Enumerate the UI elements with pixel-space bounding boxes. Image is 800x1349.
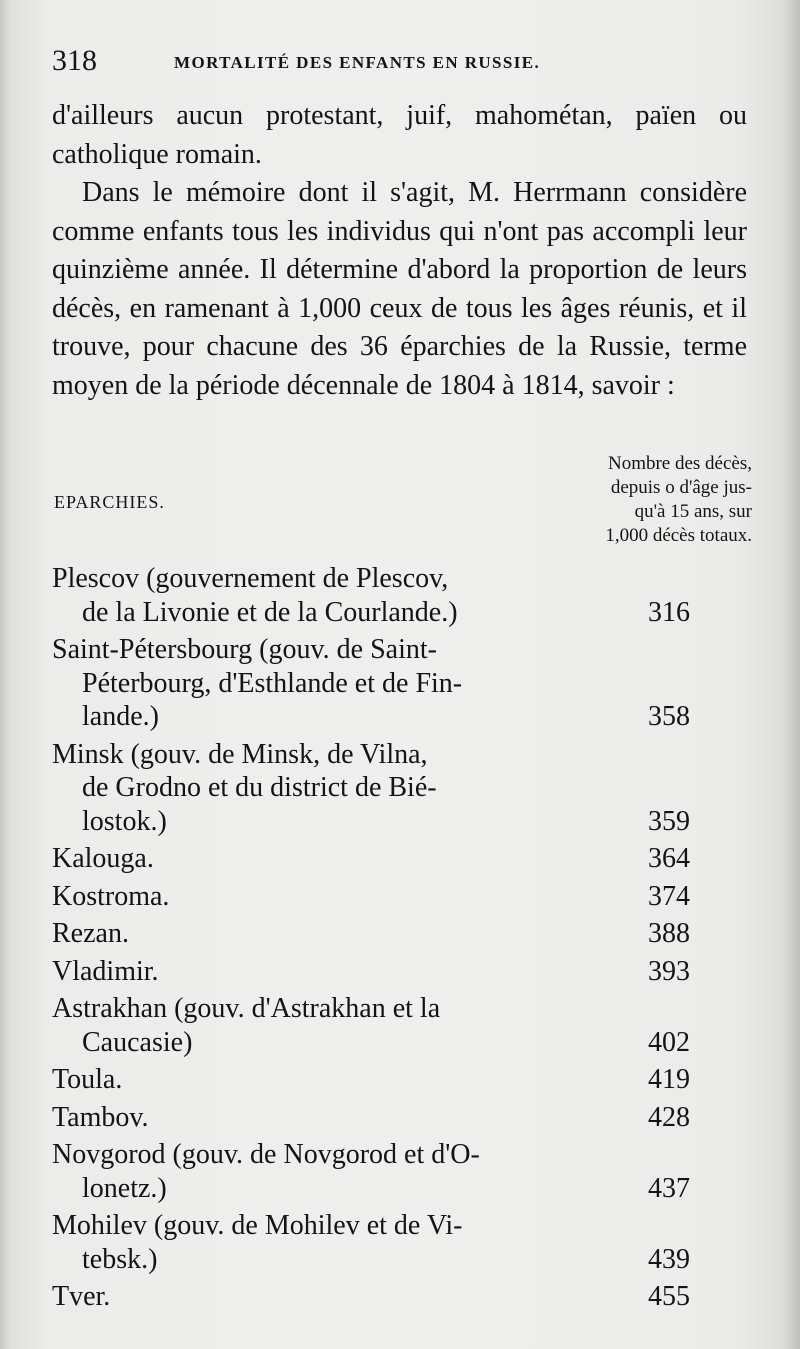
death-count: 439 xyxy=(648,1243,690,1275)
column-header-line: 1,000 décès totaux. xyxy=(605,525,752,546)
eparchy-name xyxy=(52,992,552,1059)
column-header-line: Nombre des décès, xyxy=(607,453,752,474)
death-count: 419 xyxy=(648,1064,690,1095)
name-line: Vladimir. xyxy=(52,955,159,987)
death-count: 316 xyxy=(648,596,690,628)
name-line: Saint-Pétersbourg (gouv. de Saint- xyxy=(52,634,437,665)
table-row xyxy=(52,1209,752,1276)
eparchy-table xyxy=(52,562,752,1318)
eparchy-name xyxy=(52,1101,552,1135)
table-row xyxy=(52,633,752,734)
table-row xyxy=(52,738,752,839)
death-count: 364 xyxy=(648,843,690,874)
name-line: Kalouga. xyxy=(52,843,154,874)
name-line: lostok.) xyxy=(82,805,167,837)
name-line: Novgorod (gouv. de Novgorod et d'O- xyxy=(52,1139,480,1170)
eparchy-name xyxy=(52,955,552,989)
running-title: MORTALITÉ DES ENFANTS EN RUSSIE. xyxy=(174,53,541,72)
eparchy-name xyxy=(52,1138,552,1205)
table-row xyxy=(52,992,752,1059)
name-line: de Grodno et du district de Bié- xyxy=(82,772,437,803)
table-row xyxy=(52,842,752,876)
table-row xyxy=(52,1280,752,1314)
death-count: 428 xyxy=(648,1101,690,1133)
paragraph-method: Dans le mémoire dont il s'agit, M. Herrmann considère comme enfants tous les individus qui n'ont pas accompli leur quinzième année. Il détermine d'abord la proportion de leurs décès, en ramenant à 1,000 ceux de tous les âges réunis, et il trouve, pour chacune des 36 éparchies de la Russie, terme moyen de la période décennale de 1804 à 1814, savoir : xyxy=(52,177,747,401)
eparchy-name xyxy=(52,633,552,734)
death-count: 359 xyxy=(648,805,690,837)
death-count: 455 xyxy=(648,1281,690,1312)
name-line: Toula. xyxy=(52,1064,123,1095)
body-text xyxy=(52,97,747,405)
name-line: Plescov (gouvernement de Plescov, xyxy=(52,563,449,594)
column-header-line: qu'à 15 ans, sur xyxy=(634,501,752,522)
page-shadow-right xyxy=(782,0,800,1349)
name-line: Péterbourg, d'Esthlande et de Fin- xyxy=(82,667,463,699)
name-line: Kostroma. xyxy=(52,880,170,912)
name-line: Mohilev (gouv. de Mohilev et de Vi- xyxy=(52,1210,463,1241)
name-line: Rezan. xyxy=(52,918,129,949)
table-row xyxy=(52,562,752,629)
page-header xyxy=(52,44,752,84)
eparchy-name xyxy=(52,1063,552,1097)
death-count: 374 xyxy=(648,880,690,912)
name-line: Caucasie) xyxy=(82,1026,193,1058)
page-number: 318 xyxy=(52,44,97,77)
death-count: 393 xyxy=(648,955,690,987)
death-count: 437 xyxy=(648,1172,690,1204)
eparchy-name xyxy=(52,738,552,839)
table-row xyxy=(52,955,752,989)
paragraph-continuation: d'ailleurs aucun protestant, juif, mahométan, païen ou catholique romain. xyxy=(52,100,747,170)
name-line: Minsk (gouv. de Minsk, de Vilna, xyxy=(52,738,428,770)
name-line: lande.) xyxy=(82,701,159,732)
name-line: Tver. xyxy=(52,1281,111,1312)
eparchy-name xyxy=(52,917,552,951)
table-row xyxy=(52,880,752,914)
name-line: lonetz.) xyxy=(82,1172,167,1204)
name-line: tebsk.) xyxy=(82,1243,158,1275)
table-row xyxy=(52,917,752,951)
eparchy-name xyxy=(52,562,552,629)
name-line: de la Livonie et de la Courlande.) xyxy=(82,596,458,628)
table-row xyxy=(52,1063,752,1097)
eparchy-name xyxy=(52,842,552,876)
eparchy-name xyxy=(52,1280,552,1314)
death-count: 388 xyxy=(648,918,690,949)
table-row xyxy=(52,1138,752,1205)
column-header-eparchies: EPARCHIES. xyxy=(54,492,165,512)
eparchy-name xyxy=(52,880,552,914)
column-header-line: depuis o d'âge jus- xyxy=(610,477,752,498)
table-row xyxy=(52,1101,752,1135)
death-count: 402 xyxy=(648,1026,690,1058)
column-header-deaths xyxy=(552,452,752,548)
eparchy-name xyxy=(52,1209,552,1276)
death-count: 358 xyxy=(648,701,690,732)
name-line: Astrakhan (gouv. d'Astrakhan et la xyxy=(52,993,441,1024)
page-shadow-left xyxy=(0,0,10,1349)
name-line: Tambov. xyxy=(52,1101,149,1133)
table-header xyxy=(52,452,752,562)
